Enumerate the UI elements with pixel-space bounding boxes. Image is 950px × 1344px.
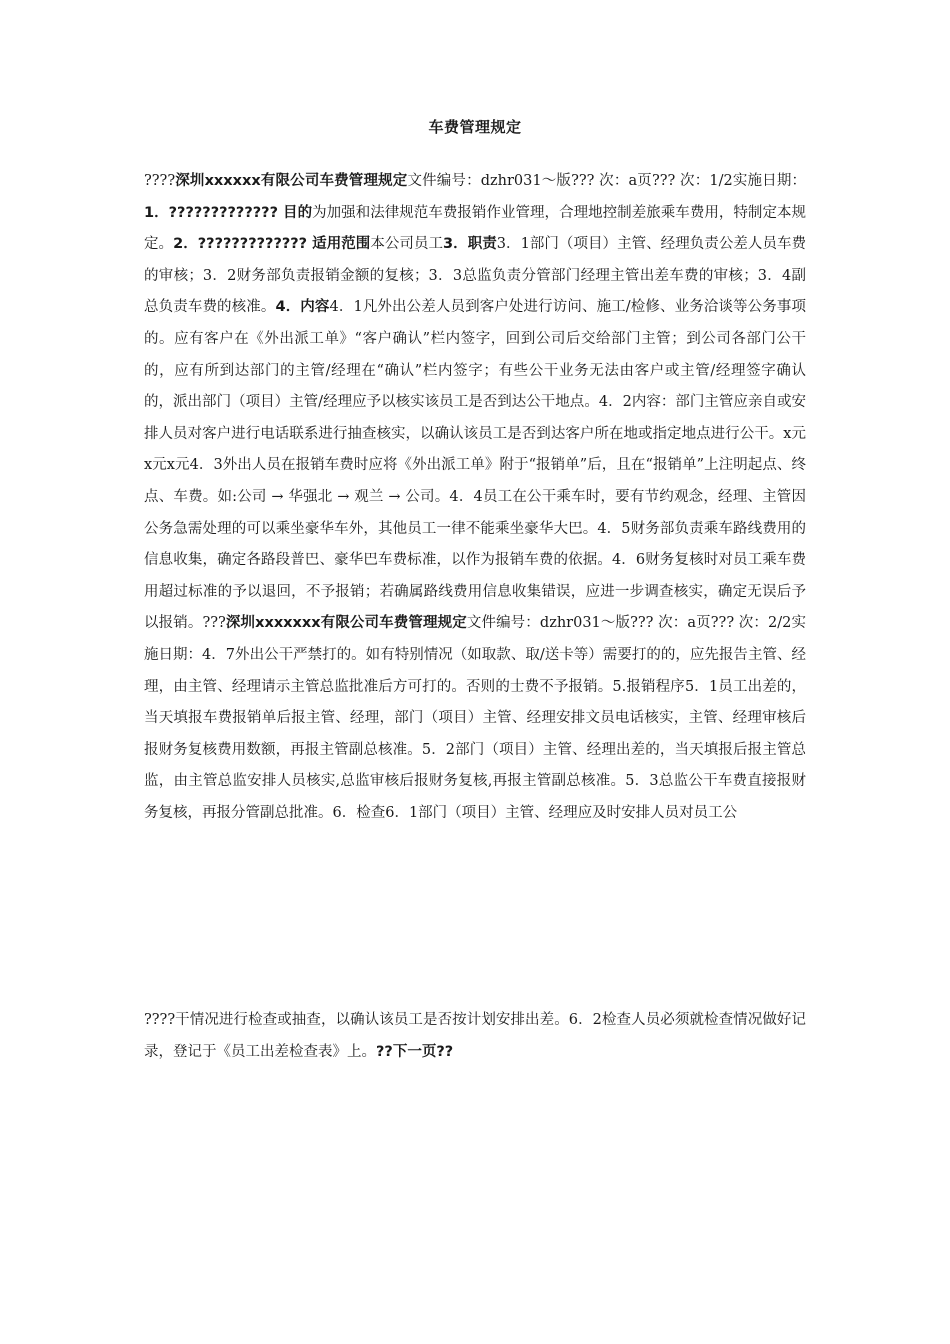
bold-text-run: 1．????????????? 目的 — [144, 204, 313, 221]
text-run: 文件编号：dzhr031～版??? 次：a页??? 次：1/2实施日期： — [407, 173, 806, 189]
bold-text-run: 2．????????????? 适用范围 — [173, 236, 371, 253]
body-paragraph-1 — [144, 166, 806, 829]
document-title: 车费管理规定 — [428, 118, 522, 136]
bold-text-run: 深圳xxxxxx有限公司车费管理规定 — [175, 173, 408, 189]
text-run: 本公司员工 — [370, 236, 444, 253]
bold-text-run: 4．内容 — [275, 299, 330, 316]
bold-text-run: 深圳xxxxxxx有限公司车费管理规定 — [225, 615, 467, 632]
bold-text-run: ??下一页?? — [376, 1043, 454, 1060]
text-run: 文件编号：dzhr031～版??? 次：a页??? 次：2/2实施日期：4．7外出公干严禁打的。如有特别情况（如取款、取/送卡等）需要打的的，应先报告主管、经理，由主管、经理请示主管总监批准后方可打的。否则的士费不予报销。5.报销程序5．1员工出差的，当天填报车费报销单后报主管、经理，部门（项目）主管、经理安排文员电话核实，主管、经理审核后报财务复核费用数额，再报主管副总核准。5．2部门（项目）主管、经理出差的，当天填报后报主管总监，由主管总监安排人员核实,总监审核后报财务复核,再报主管副总核准。5．3总监公干车费直接报财务复核，再报分管副总批准。6．检查6．1部门（项目）主管、经理应及时安排人员对员工公 — [144, 615, 806, 821]
text-run: ???? — [144, 173, 176, 189]
text-run: 4．1凡外出公差人员到客户处进行访问、施工/检修、业务洽谈等公务事项的。应有客户在《外出派工单》“客户确认”栏内签字，回到公司后交给部门主管；到公司各部门公干的，应有所到达部门的主管/经理在“确认”栏内签字；有些公干业务无法由客户或主管/经理签字确认的，派出部门（项目）主管/经理应予以核实该员工是否到达公干地点。4．2内容：部门主管应亲自或安排人员对客户进行电话联系进行抽查核实，以确认该员工是否到达客户所在地或指定地点进行公干。x元x元x元4．3外出人员在报销车费时应将《外出派工单》附于“报销单”后，且在“报销单”上注明起点、终点、车费。如:公司 → 华强北 → 观兰 → 公司。4．4员工在公干乘车时，要有节约观念，经理、主管因公务急需处理的可以乘坐豪华车外，其他员工一律不能乘坐豪华大巴。4．5财务部负责乘车路线费用的信息收集，确定各路段普巴、豪华巴车费标准，以作为报销车费的依据。4．6财务复核时对员工乘车费用超过标准的予以退回，不予报销；若确属路线费用信息收集错误，应进一步调查核实，确定无误后予以报销。??? — [144, 299, 806, 632]
bold-text-run: 3．职责 — [443, 236, 497, 253]
text-run: 为加强和法律规范车费报销作业管理，合理地控制差旅乘车费用，特制定本规定。 — [144, 204, 807, 253]
text-run: 3．1部门（项目）主管、经理负责公差人员车费的审核；3．2财务部负责报销金额的复核；3．3总监负责分管部门经理主管出差车费的审核；3．4副总负责车费的核准。 — [144, 236, 807, 316]
text-run: ????干情况进行检查或抽查，以确认该员工是否按计划安排出差。6．2检查人员必须就检查情况做好记录，登记于《员工出差检查表》上。 — [144, 1012, 806, 1060]
body-paragraph-2 — [144, 1005, 806, 1068]
